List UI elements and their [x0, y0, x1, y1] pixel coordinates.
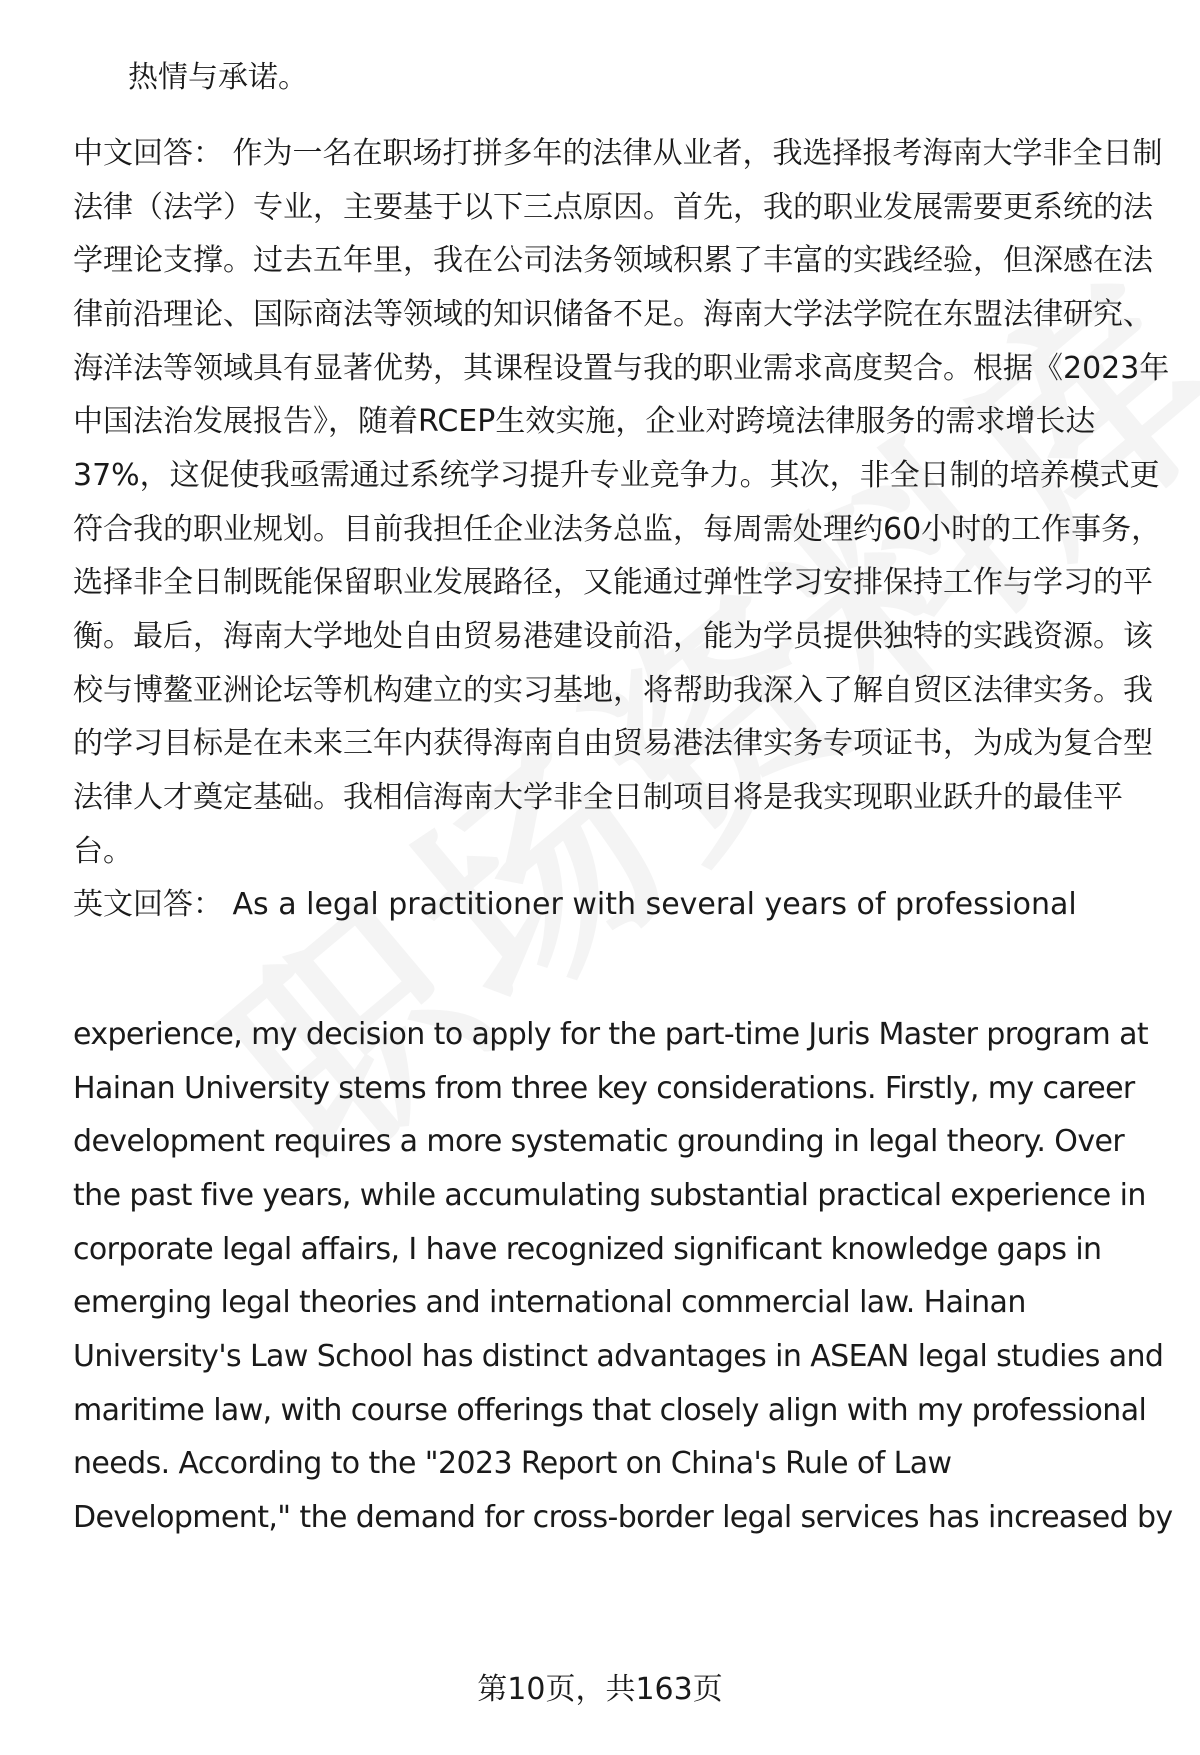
text-line: Hainan University stems from three key considerations. Firstly, my career — [73, 1071, 1135, 1106]
text-line: 海洋法等领域具有显著优势，其课程设置与我的职业需求高度契合。根据《2023年 — [73, 351, 1170, 386]
text-line: experience, my decision to apply for the part-time Juris Master program at — [73, 1017, 1149, 1052]
text-line: 的学习目标是在未来三年内获得海南自由贸易港法律实务专项证书，为成为复合型 — [73, 726, 1153, 761]
text-line: 法律（法学）专业，主要基于以下三点原因。首先，我的职业发展需要更系统的法 — [73, 190, 1153, 225]
text-line: 热情与承诺。 — [128, 60, 308, 95]
text-line: 衡。最后，海南大学地处自由贸易港建设前沿，能为学员提供独特的实践资源。该 — [73, 619, 1153, 654]
text-line: 37%，这促使我亟需通过系统学习提升专业竞争力。其次，非全日制的培养模式更 — [73, 458, 1160, 493]
text-line: the past five years, while accumulating substantial practical experience in — [73, 1178, 1146, 1213]
text-line: 法律人才奠定基础。我相信海南大学非全日制项目将是我实现职业跃升的最佳平 — [73, 780, 1123, 815]
text-line: 中国法治发展报告》，随着RCEP生效实施，企业对跨境法律服务的需求增长达 — [73, 404, 1096, 439]
page-number-footer: 第10页，共163页 — [477, 1672, 723, 1707]
text-line: emerging legal theories and international commercial law. Hainan — [73, 1285, 1026, 1320]
text-line: 选择非全日制既能保留职业发展路径，又能通过弹性学习安排保持工作与学习的平 — [73, 565, 1153, 600]
text-line: Development," the demand for cross-border legal services has increased by — [73, 1500, 1173, 1535]
text-line: University's Law School has distinct advantages in ASEAN legal studies and — [73, 1339, 1164, 1374]
text-line: needs. According to the "2023 Report on China's Rule of Law — [73, 1446, 952, 1481]
text-line: 律前沿理论、国际商法等领域的知识储备不足。海南大学法学院在东盟法律研究、 — [73, 297, 1153, 332]
text-line: 台。 — [73, 834, 133, 869]
text-line: 校与博鳌亚洲论坛等机构建立的实习基地，将帮助我深入了解自贸区法律实务。我 — [73, 673, 1153, 708]
text-line: 中文回答： 作为一名在职场打拼多年的法律从业者，我选择报考海南大学非全日制 — [73, 136, 1163, 171]
text-line: development requires a more systematic grounding in legal theory. Over — [73, 1124, 1125, 1159]
text-line: 符合我的职业规划。目前我担任企业法务总监，每周需处理约60小时的工作事务， — [73, 512, 1162, 547]
text-line: 英文回答： As a legal practitioner with several years of professional — [73, 887, 1077, 922]
text-line: corporate legal affairs, I have recognized significant knowledge gaps in — [73, 1232, 1102, 1267]
text-line: 学理论支撑。过去五年里，我在公司法务领域积累了丰富的实践经验，但深感在法 — [73, 243, 1153, 278]
text-line: maritime law, with course offerings that closely align with my professional — [73, 1393, 1147, 1428]
